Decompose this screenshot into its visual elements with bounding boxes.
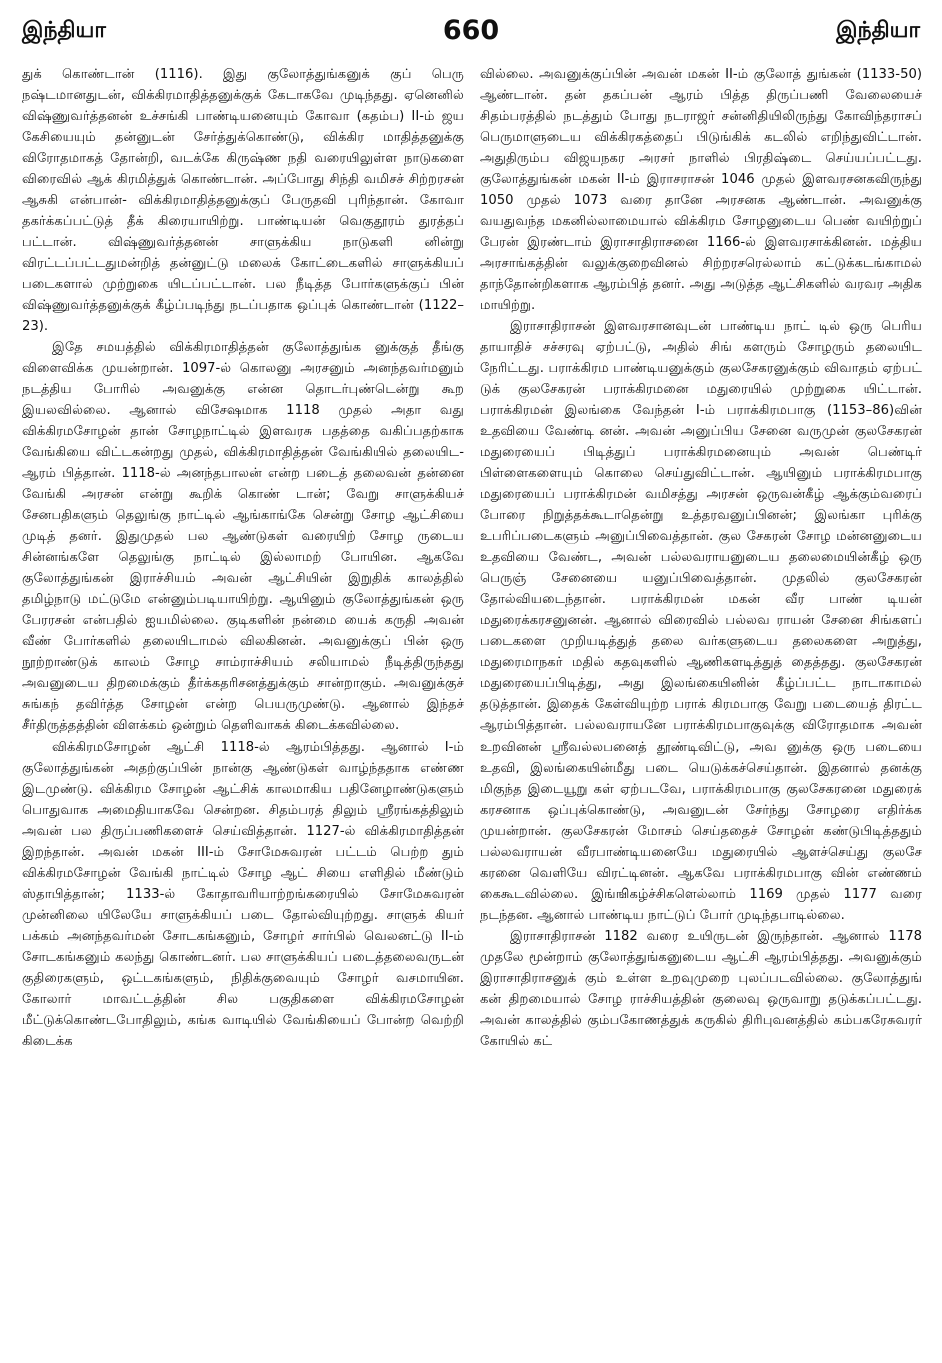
paragraph: விக்கிரமசோழன் ஆட்சி 1118-ல் ஆரம்பித்தது. ஆனால் I-ம் குலோத்துங்கன் அதற்குப்பின் நான்கு ஆண்டுகள் வாழ்ந்ததாக எண்ண இடமுண்டு. விக்கிரம சோழன் ஆட்சிக் காலமாகிய பதினேழாண்டுகளும் பொதுவாக அமைதியாகவே சென்றன. சிதம்பரத் திலும் ஸ்ரீரங்கத்திலும் அவன் பல திருப்பணிகளைச் செய்வித்தான். 1127-ல் விக்கிரமாதித்தன் இறந்தான். அவன் மகன் III-ம் சோமேசுவரன் பட்டம் பெற்ற தும் விக்கிரமசோழன் வேங்கி நாட்டில் சோழ ஆட் சியை எளிதில் மீண்டும் ஸ்தாபித்தான்; 1133-ல் கோதாவரியாற்றங்கரையில் சோமேசுவரன் முன்னிலை யிலேயே சாளுக்கியப் படை தோல்வியுற்றது. சாளுக் கியர் பக்கம் அனந்தவர்மன் சோடகங்கனும், சோழர் சார்பில் வெலனட்டு II-ம் சோடகங்கனும் கலந்து கொண்டனர். பல சாளுக்கியப் படைத்தலைவருடன் குதிரைகளும், ஒட்டகங்களும், நிதிக்குவையும் சோழர் வசமாயின. கோலார் மாவட்டத்தின் சில பகுதிகளை விக்கிரமசோழன் மீட்டுக்கொண்டபோதிலும், கங்க வாடியில் வேங்கியைப் போன்ற வெற்றி கிடைக்க xyxy=(22,739,464,1049)
running-head-left: இந்தியா xyxy=(22,18,106,43)
paragraph: இராசாதிராசன் 1182 வரை உயிருடன் இருந்தான். ஆனால் 1178 முதலே மூன்றாம் குலோத்துங்கனுடைய ஆட்சி ஆரம்பித்தது. அவனுக்கும் இராசாதிராசனுக் கும் உள்ள உறவுமுறை புலப்படவில்லை. குலோத்துங் கன் திறமையால் சோழ ராச்சியத்தின் குலைவு ஒருவாறு தடுக்கப்பட்டது. அவன் காலத்தில் கும்பகோணத்துக் கருகில் திரிபுவனத்தில் கம்பகரேசுவரர் கோயில் கட் xyxy=(480,928,922,1049)
page-number: 660 xyxy=(442,15,500,46)
page-header xyxy=(22,14,920,54)
left-column xyxy=(22,64,464,1052)
running-head-right: இந்தியா xyxy=(836,18,920,43)
right-column xyxy=(480,64,922,1052)
paragraph: துக் கொண்டான் (1116). இது குலோத்துங்கனுக் குப் பெரு நஷ்டமானதுடன், விக்கிரமாதித்தனுக்குக் கேடாகவே முடிந்தது. ஏனெனில் விஷ்ணுவர்த்தனன் உச்சங்கி பாண்டியனையும் கோவா (கதம்ப) II-ம் ஜய கேசியையும் தன்னுடன் சேர்த்துக்கொண்டு, விக்கிர மாதித்தனுக்கு விரோதமாகத் தோன்றி, வடக்கே கிருஷ்ண நதி வரையிலுள்ள நாடுகளை விரைவில் ஆக் கிரமித்துக் கொண்டான். அப்போது சிந்தி வமிசச் சிற்றரசன் ஆசுகி என்பான்- விக்கிரமாதித்தனுக்குப் பேருதவி புரிந்தான். கோவா தகர்க்கப்பட்டுத் தீக் கிரையாயிற்று. பாண்டியன் வெகுதூரம் துரத்தப் பட்டான். விஷ்ணுவர்த்தனன் சாளுக்கிய நாடுகளி னின்று விரட்டப்பட்டதுமன்றித் தன்னுட்டு மலைக் கோட்டைகளில் சாளுக்கியப் படைகளால் முற்றுகை யிடப்பட்டான். பல நீடித்த போர்களுக்குப் பின் விஷ்ணுவர்த்தனுக்குக் கீழ்ப்படிந்து நடப்பதாக ஒப்புக் கொண்டான் (1122–23). xyxy=(22,67,464,335)
paragraph: வில்லை. அவனுக்குப்பின் அவன் மகன் II-ம் குலோத் துங்கன் (1133-50) ஆண்டான். தன் தகப்பன் ஆரம் பித்த திருப்பணி வேலையைச் சிதம்பரத்தில் நடத்தும் போது நடராஜர் சன்னிதியிலிருந்து கோவிந்தராசப் பெருமாளுடைய விக்கிரகத்தைப் பிடுங்கிக் கடலில் எறிந்துவிட்டான். அதுதிரும்ப விஜயநகர அரசர் நாளில் பிரதிஷ்டை செய்யப்பட்டது. குலோத்துங்கன் மகன் II-ம் இராசராசன் 1046 முதல் இளவரசனகவிருந்து 1050 முதல் 1073 வரை தானே அரசனக ஆண்டான். அவனுக்கு வயதுவந்த மகனில்லாமையால் விக்கிரம சோழனுடைய பெண் வயிற்றுப் பேரன் இரண்டாம் இராசாதிராசனை 1166-ல் இளவரசாக்கினன். மத்திய அரசாங்கத்தின் வலுக்குறைவினல் சிற்றரசரெல்லாம் கட்டுக்கடங்காமல் தாந்தோன்றிகளாக ஆரம்பித் தனர். அது அடுத்த ஆட்சிகளில் வரவர அதிக மாயிற்று. xyxy=(480,67,922,314)
paragraph: இதே சமயத்தில் விக்கிரமாதித்தன் குலோத்துங்க னுக்குத் தீங்கு விளைவிக்க முயன்றான். 1097-ல் கொலனு அரசனும் அனந்தவர்மனும் நடத்திய போரில் அவனுக்கு என்ன தொடர்புண்டென்று கூற இயலவில்லை. ஆனால் விசேஷமாக 1118 முதல் அதா வது விக்கிரமசோழன் தான் சோழநாட்டில் இளவரசு பதத்தை வகிப்பதற்காக வேங்கியை விட்டகன்றது முதல், விக்கிரமாதித்தன் வேங்கியில் தலையிட-ஆரம் பித்தான். 1118-ல் அனந்தபாலன் என்ற படைத் தலைவன் தன்னை வேங்கி அரசன் என்று கூறிக் கொண் டான்; வேறு சாளுக்கியச் சேனபதிகளும் தெலுங்கு நாட்டில் ஆங்காங்கே சென்று சோழ ஆட்சியை முடித் தனர். இதுமுதல் பல ஆண்டுகள் வரையிற் சோழ ருடைய சின்னங்களே தெலுங்கு நாட்டில் இல்லாமற் போயின. ஆகவே குலோத்துங்கன் இராச்சியம் அவன் ஆட்சியின் இறுதிக் காலத்தில் தமிழ்நாடு மட்டுமே என்னும்படியாயிற்று. ஆயினும் குலோத்துங்கன் ஒரு பேரரசன் என்பதில் ஐயமில்லை. குடிகளின் நன்மை யைக் கருதி அவன் வீண் போர்களில் தலையிடாமல் விலகினன். அவனுக்குப் பின் ஒரு நூற்றாண்டுக் காலம் சோழ சாம்ராச்சியம் சலியாமல் நீடித்திருந்தது அவனுடைய திறமைக்கும் தீர்க்கதரிசனத்துக்கும் சான்றாகும். அவனுக்குச் சுங்கந் தவிர்த்த சோழன் என்ற பெயருமுண்டு. ஆனால் இந்தச் சீர்திருத்தத்தின் விளக்கம் ஒன்றும் தெளிவாகக் கிடைக்கவில்லை. xyxy=(22,340,464,734)
paragraph: இராசாதிராசன் இளவரசானவுடன் பாண்டிய நாட் டில் ஒரு பெரிய தாயாதிச் சச்சரவு ஏற்பட்டு, அதில் சிங் களரும் சோழரும் தலையிட நேரிட்டது. பராக்கிரம பாண்டியனுக்கும் குலசேகரனுக்கும் விவாதம் ஏற்பட் டுக் குலசேகரன் பராக்கிரமனை மதுரையில் முற்றுகை யிட்டான். பராக்கிரமன் இலங்கை வேந்தன் I-ம் பராக்கிரமபாகு (1153–86)வின் உதவியை வேண்டி னன். அவன் அனுப்பிய சேனை வருமுன் குலசேகரன் மதுரையைப் பிடித்துப் பராக்கிரமனையும் அவன் பெண்டிர் பிள்ளைகளையும் கொலை செய்துவிட்டான். ஆயினும் பராக்கிரமபாகு மதுரையைப் பராக்கிரமன் வமிசத்து அரசன் ஒருவன்கீழ் ஆக்கும்வரைப் போரை நிறுத்தக்கூடாதென்று உத்தரவனுப்பினன்; இலங்கா புரிக்கு உபரிப்படைகளும் அனுப்பிவைத்தான். குல சேகரன் சோழ மன்னனுடைய உதவியை வேண்ட, அவன் பல்லவராயனுடைய தலைமையின்கீழ் ஒரு பெருஞ் சேனையை யனுப்பிவைத்தான். முதலில் குலசேகரன் தோல்வியடைந்தான். பராக்கிரமன் மகன் வீர பாண் டியன் மதுரைக்கரசனுனன். ஆனால் விரைவில் பல்லவ ராயன் சேனை சிங்களப் படைகளை முறியடித்துத் தலை வர்களுடைய தலைகளை அறுத்து, மதுரைமாநகர் மதில் கதவுகளில் ஆணிகளடித்துத் தைத்தது. குலசேகரன் மதுரையைப்பிடித்து, அது இலங்கையினின் கீழ்ப்பட்ட நாடாகாமல் தடுத்தான். இதைக் கேள்வியுற்ற பராக் கிரமபாகு வேறு படையைத் திரட்ட ஆரம்பித்தான். பல்லவராயனே பராக்கிரமபாகுவுக்கு விரோதமாக அவன் உறவினன் ஸ்ரீவல்லபனைத் தூண்டிவிட்டு, அவ னுக்கு ஒரு படையை உதவி, இலங்கையின்மீது படை யெடுக்கச்செய்தான். இதனால் தனக்கு மிகுந்த இடையூறு கள் ஏற்படவே, பராக்கிரமபாகு குலசேகரனை மதுரைக் கரசனாக ஒப்புக்கொண்டு, அவனுடன் சேர்ந்து சோழரை எதிர்க்க முயன்றான். குலசேகரன் மோசம் செய்ததைச் சோழன் கண்டுபிடித்ததும் பல்லவராயன் வீரபாண்டியனையே மதுரையில் ஆளச்செய்து குலசே கரனை வெளியே விரட்டினன். ஆகவே பராக்கிரமபாகு வின் எண்ணம் கைகூடவில்லை. இங்ஙிகழ்ச்சிகளெல்லாம் 1169 முதல் 1177 வரை நடந்தன. ஆனால் பாண்டிய நாட்டுப் போர் முடிந்தபாடில்லை. xyxy=(480,319,922,923)
